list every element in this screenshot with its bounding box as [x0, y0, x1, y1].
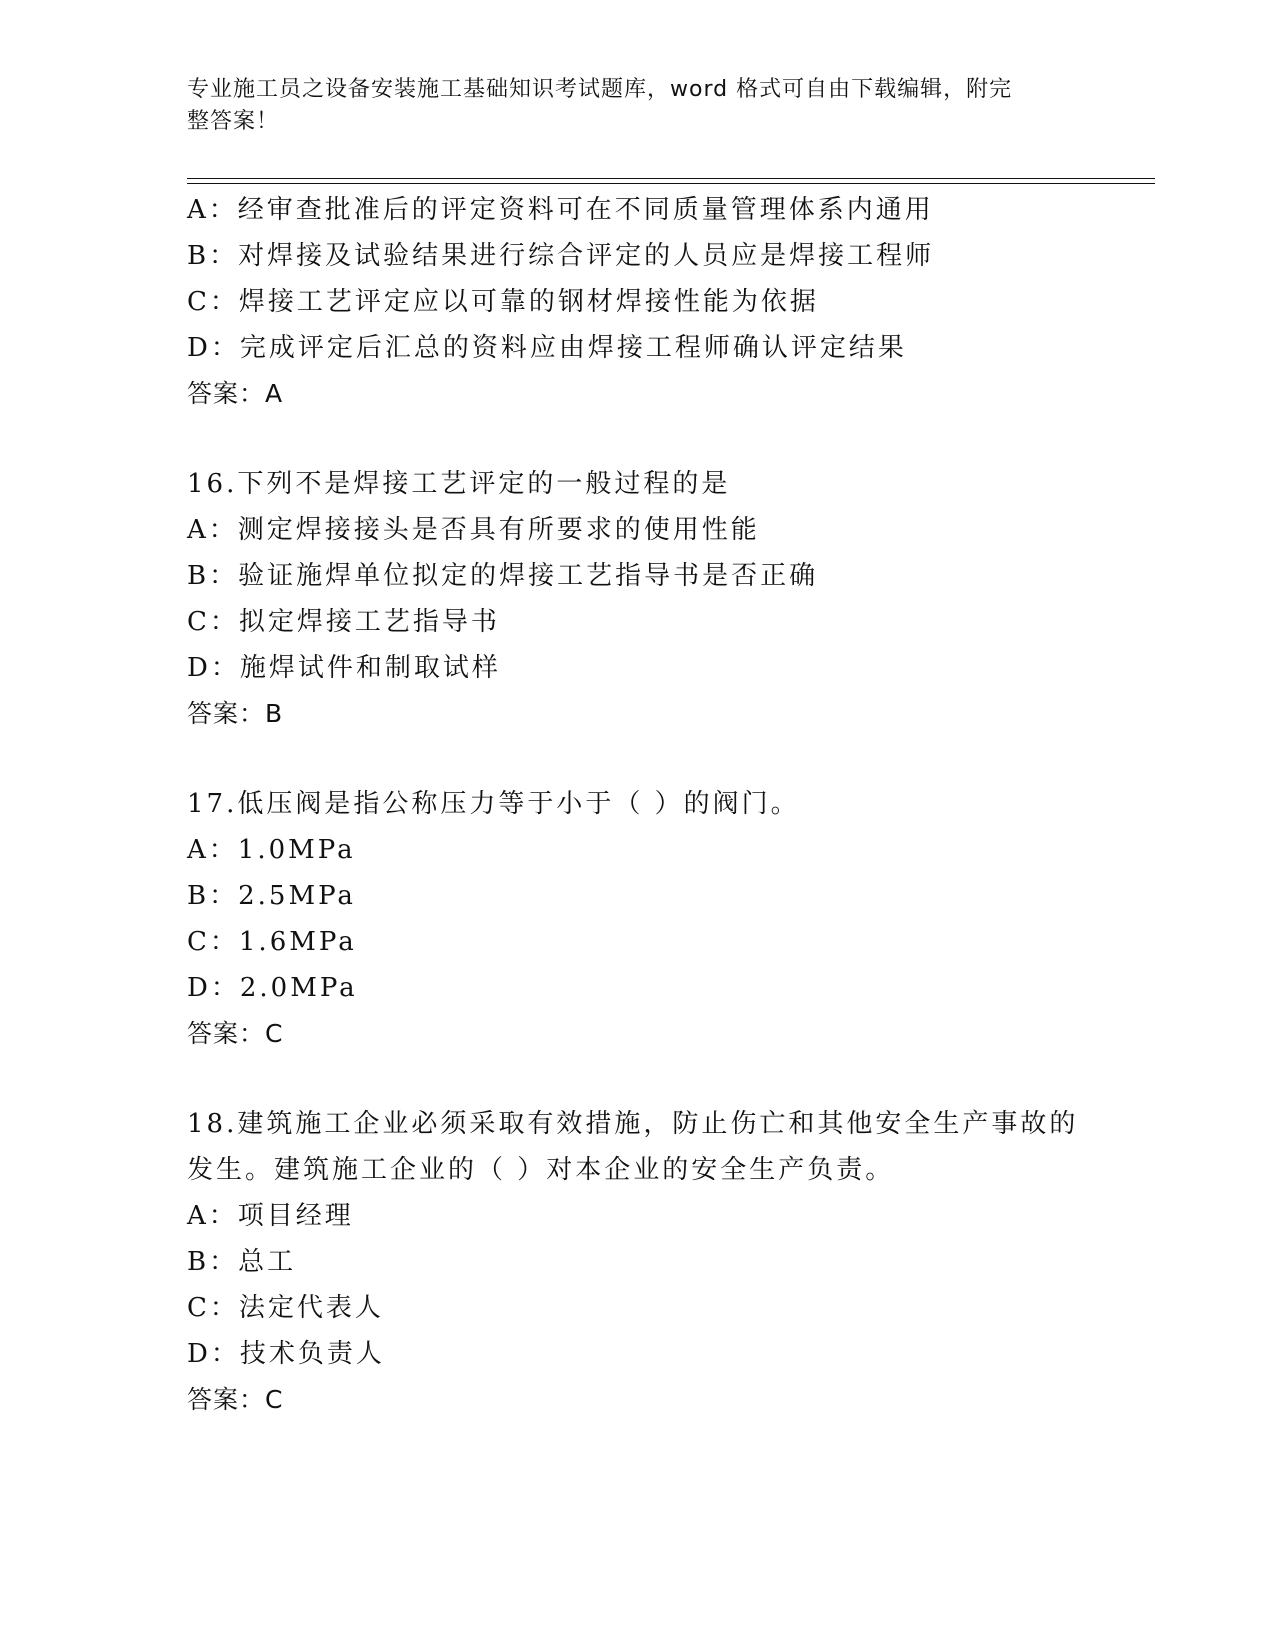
answer: 答案：C	[187, 1019, 284, 1048]
option-c: C：拟定焊接工艺指导书	[187, 607, 500, 637]
option-d: D：2.0MPa	[187, 973, 358, 1003]
answer: 答案：C	[187, 1385, 284, 1414]
question-text: 16.下列不是焊接工艺评定的一般过程的是	[187, 469, 731, 499]
option-a: A：1.0MPa	[187, 835, 356, 865]
option-d: D：技术负责人	[187, 1339, 385, 1369]
option-b: B：对焊接及试验结果进行综合评定的人员应是焊接工程师	[187, 241, 935, 271]
document-header	[187, 74, 1067, 138]
option-a: A：测定焊接接头是否具有所要求的使用性能	[187, 515, 760, 545]
option-d: D：施焊试件和制取试样	[187, 653, 501, 683]
question-block-18	[187, 1101, 1087, 1423]
question-block-15	[187, 187, 1087, 417]
header-line-2: 整答案！	[187, 109, 280, 134]
option-b: B：验证施焊单位拟定的焊接工艺指导书是否正确	[187, 561, 819, 591]
header-divider-bottom	[187, 183, 1155, 184]
option-b: B：总工	[187, 1247, 297, 1277]
option-a: A：项目经理	[187, 1201, 354, 1231]
option-a: A：经审查批准后的评定资料可在不同质量管理体系内通用	[187, 195, 934, 225]
question-text-line-1: 18.建筑施工企业必须采取有效措施，防止伤亡和其他安全生产事故的	[187, 1109, 1079, 1139]
spacer	[187, 737, 1087, 781]
question-block-16	[187, 461, 1087, 737]
question-content	[187, 187, 1087, 1423]
question-text-line-2: 发生。建筑施工企业的（ ）对本企业的安全生产负责。	[187, 1155, 895, 1185]
option-c: C：1.6MPa	[187, 927, 357, 957]
spacer	[187, 417, 1087, 461]
header-line-1: 专业施工员之设备安装施工基础知识考试题库，word 格式可自由下载编辑，附完	[187, 77, 1013, 102]
option-d: D：完成评定后汇总的资料应由焊接工程师确认评定结果	[187, 333, 907, 363]
answer: 答案：A	[187, 379, 284, 408]
spacer	[187, 1057, 1087, 1101]
option-c: C：焊接工艺评定应以可靠的钢材焊接性能为依据	[187, 287, 819, 317]
header-divider-top	[187, 178, 1155, 179]
answer: 答案：B	[187, 699, 284, 728]
option-b: B：2.5MPa	[187, 881, 356, 911]
option-c: C：法定代表人	[187, 1293, 384, 1323]
question-block-17	[187, 781, 1087, 1057]
question-text: 17.低压阀是指公称压力等于小于（ ）的阀门。	[187, 789, 800, 819]
